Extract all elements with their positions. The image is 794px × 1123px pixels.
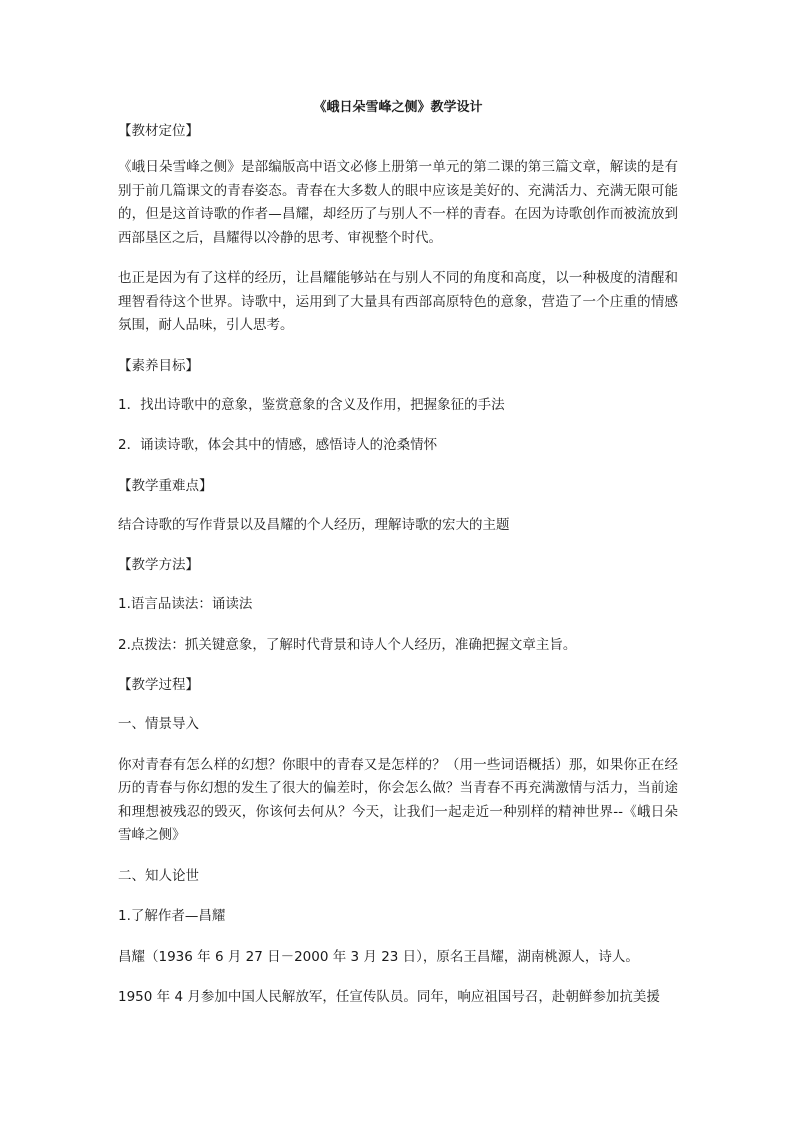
process-part2-bio-1: 昌耀（1936 年 6 月 27 日－2000 年 3 月 23 日），原名王昌耀，湖南桃源人，诗人。 xyxy=(118,948,639,965)
document-title: 《峨日朵雪峰之侧》教学设计 xyxy=(313,100,483,115)
method-item-1: 1.语言品读法：诵读法 xyxy=(118,596,253,612)
process-part2-heading: 二、知人论世 xyxy=(118,867,199,884)
positioning-paragraph-1: 《峨日朵雪峰之侧》是部编版高中语文必修上册第一单元的第二课的第三篇文章，解读的是有别于前几篇课文的青春姿态。青春在大多数人的眼中应该是美好的、充满活力、充满无限可能的，但是这首诗歌的作者—昌耀，却经历了与别人不一样的青春。在因为诗歌创作而被流放到西部垦区之后，昌耀得以冷静的思考、审视整个时代。 xyxy=(118,159,678,246)
heading-process: 【教学过程】 xyxy=(118,677,199,693)
process-part2-bio-2: 1950 年 4 月参加中国人民解放军，任宣传队员。同年，响应祖国号召，赴朝鲜参加抗美援 xyxy=(118,989,660,1005)
positioning-paragraph-2: 也正是因为有了这样的经历，让昌耀能够站在与别人不同的角度和高度，以一种极度的清醒和理智看待这个世界。诗歌中，运用到了大量具有西部高原特色的意象，营造了一个庄重的情感氛围，耐人品味，引人思考。 xyxy=(118,270,678,333)
process-part1-text: 你对青春有怎么样的幻想？你眼中的青春又是怎样的？（用一些词语概括）那，如果你正在经历的青春与你幻想的发生了很大的偏差时，你会怎么做？当青春不再充满激情与活力，当前途和理想被残忍的毁灭，你该何去何从？今天，让我们一起走近一种别样的精神世界--《峨日朵雪峰之侧》 xyxy=(118,756,678,843)
process-part1-heading: 一、情景导入 xyxy=(118,716,199,732)
heading-goals: 【素养目标】 xyxy=(118,357,199,374)
document-page xyxy=(118,98,678,1010)
goal-item-1: 1．找出诗歌中的意象，鉴赏意象的含义及作用，把握象征的手法 xyxy=(118,396,505,413)
heading-positioning: 【教材定位】 xyxy=(118,123,199,139)
process-part2-subheading: 1.了解作者—昌耀 xyxy=(118,908,226,924)
goal-item-2: 2．诵读诗歌，体会其中的情感，感悟诗人的沧桑情怀 xyxy=(118,437,438,453)
heading-key-points: 【教学重难点】 xyxy=(118,477,213,494)
method-item-2: 2.点拨法：抓关键意象，了解时代背景和诗人个人经历，准确把握文章主旨。 xyxy=(118,636,577,653)
heading-methods: 【教学方法】 xyxy=(118,557,199,573)
key-points-text: 结合诗歌的写作背景以及昌耀的个人经历，理解诗歌的宏大的主题 xyxy=(118,516,510,533)
